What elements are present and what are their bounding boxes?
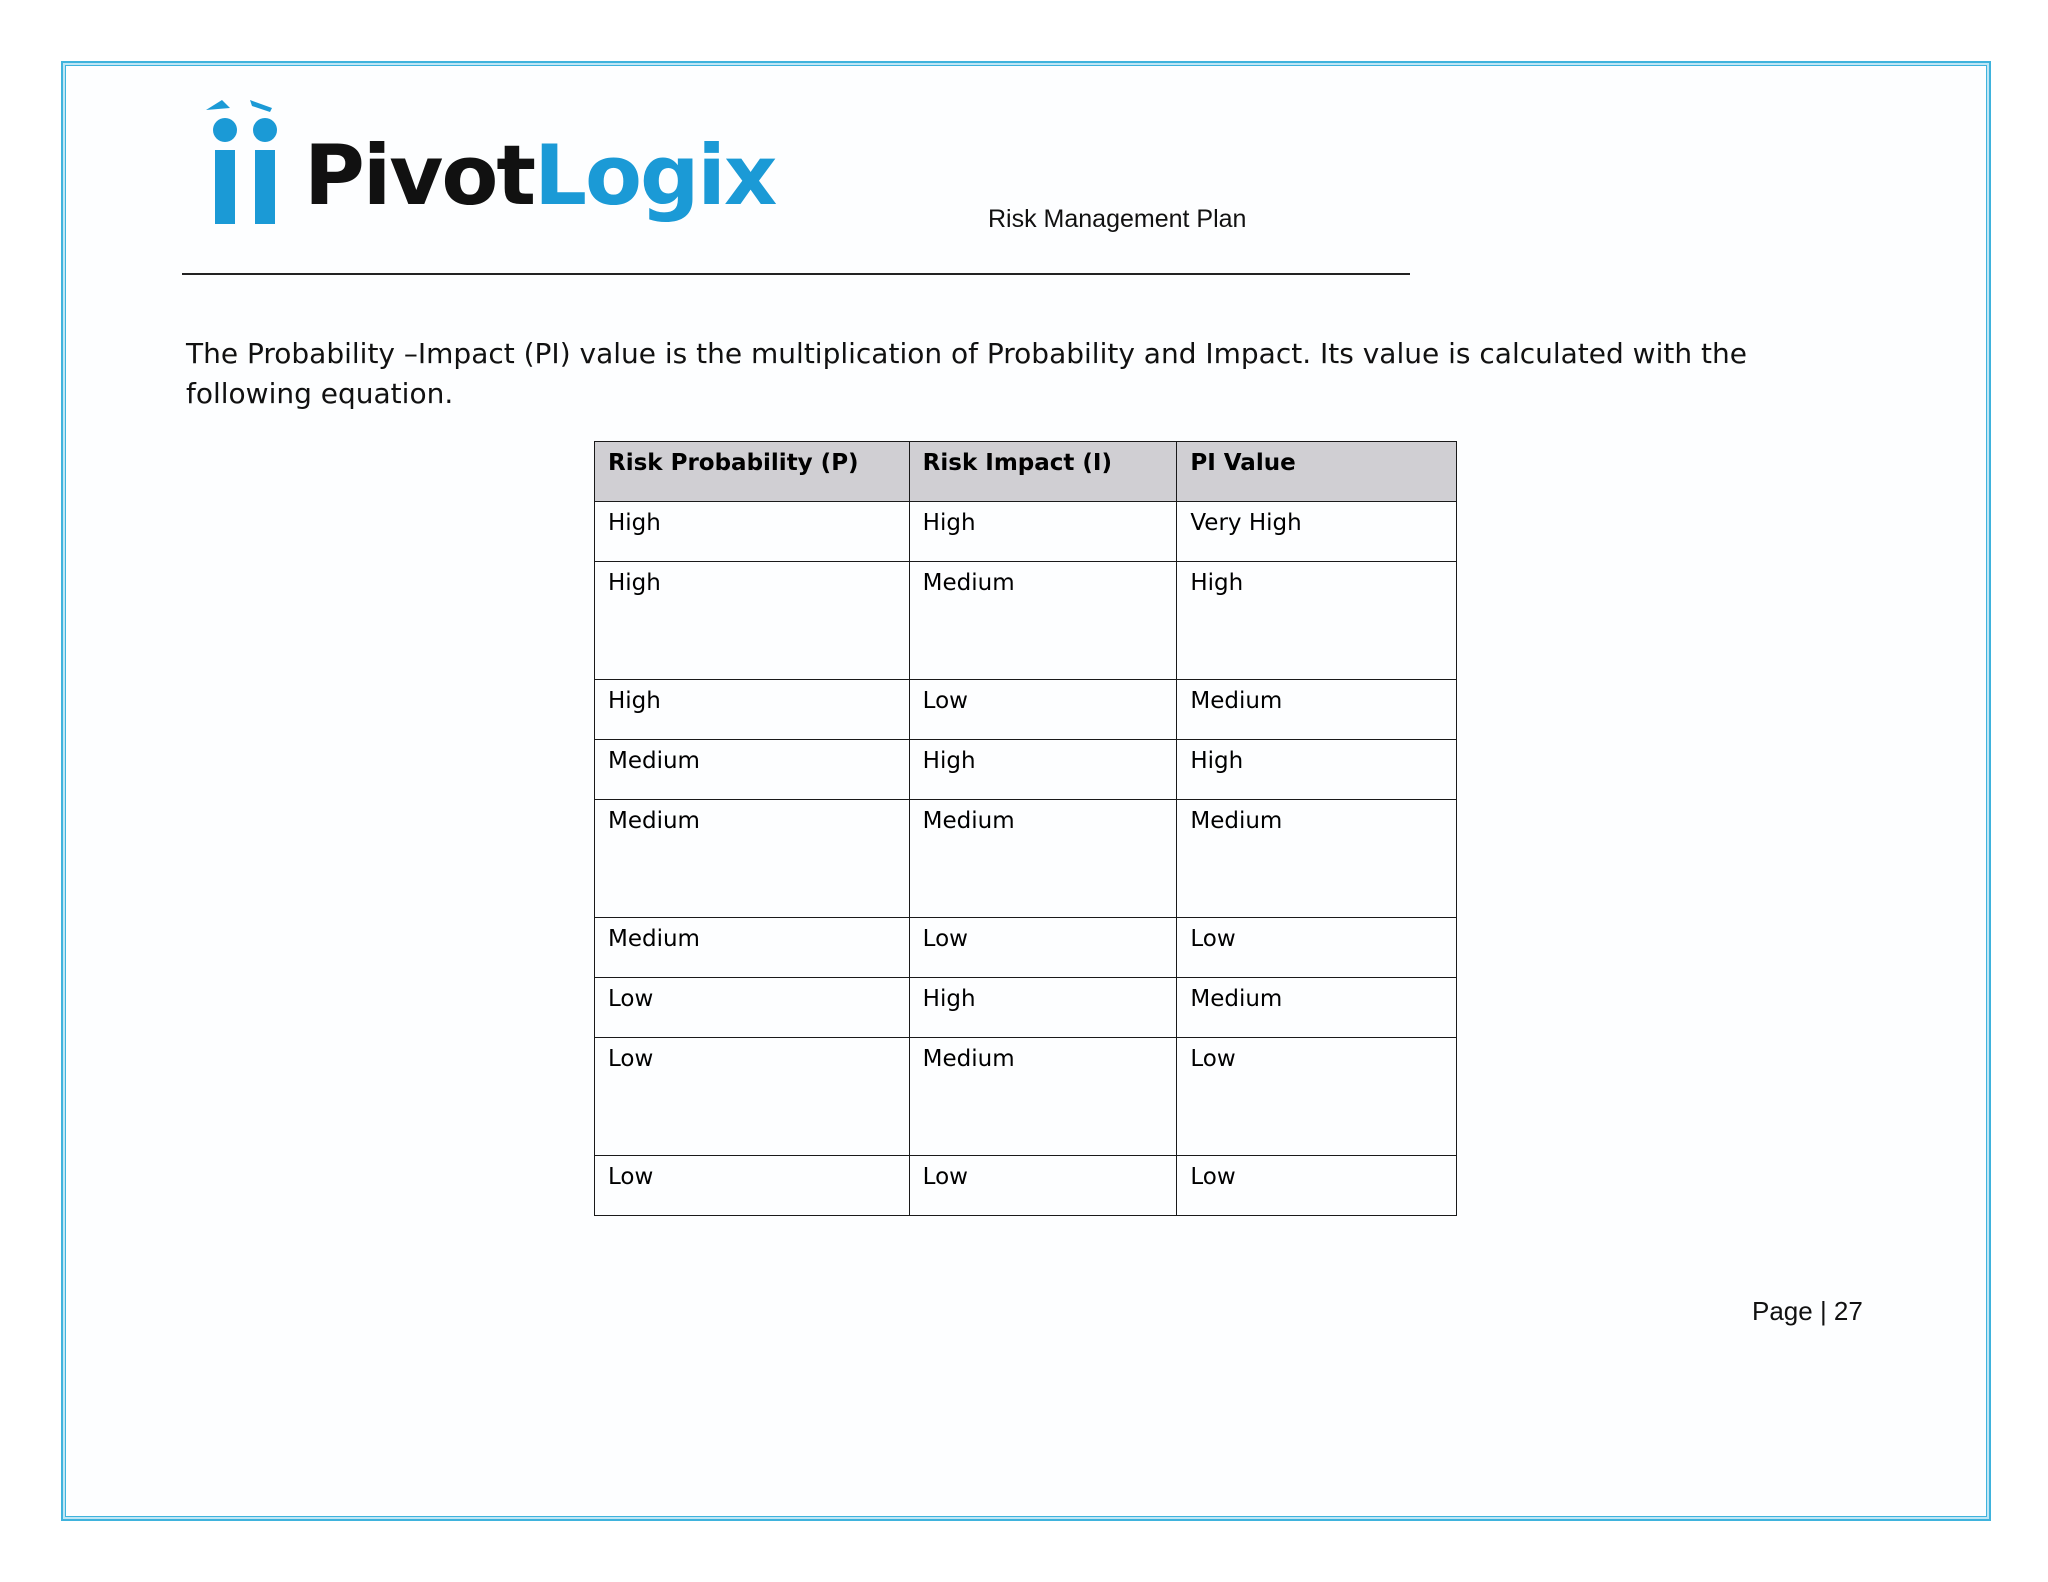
pi-value-table <box>594 441 1457 1216</box>
pivotlogix-logo <box>200 92 776 242</box>
intro-paragraph: The Probability –Impact (PI) value is the multiplication of Probability and Impact. Its value is calculated with the following equation. <box>186 337 1747 410</box>
table-row <box>595 918 1457 978</box>
table-cell: Low <box>909 918 1177 978</box>
table-cell: Low <box>595 978 910 1038</box>
table-cell: Medium <box>1177 680 1457 740</box>
table-row <box>595 800 1457 918</box>
table-cell: Medium <box>1177 800 1457 918</box>
logo-text-logix: Logix <box>534 127 776 224</box>
table-cell: Medium <box>595 918 910 978</box>
table-cell: Low <box>909 680 1177 740</box>
pivotlogix-logo-icon <box>200 92 300 242</box>
table-cell: High <box>909 740 1177 800</box>
table-cell: High <box>595 562 910 680</box>
table-cell: Medium <box>909 1038 1177 1156</box>
table-cell: Medium <box>909 562 1177 680</box>
logo-wordmark <box>304 127 776 224</box>
column-header-impact: Risk Impact (I) <box>909 442 1177 502</box>
table-row <box>595 562 1457 680</box>
column-header-probability: Risk Probability (P) <box>595 442 910 502</box>
table-cell: High <box>595 680 910 740</box>
table-cell: High <box>1177 740 1457 800</box>
table-cell: Medium <box>595 740 910 800</box>
table-cell: Very High <box>1177 502 1457 562</box>
table-cell: High <box>595 502 910 562</box>
table-cell: Low <box>1177 918 1457 978</box>
table-cell: Low <box>909 1156 1177 1216</box>
table-cell: Low <box>595 1038 910 1156</box>
logo-text-pivot: Pivot <box>304 127 535 224</box>
table-cell: High <box>909 978 1177 1038</box>
table-cell: Medium <box>595 800 910 918</box>
table-cell: Medium <box>1177 978 1457 1038</box>
table-cell: High <box>1177 562 1457 680</box>
table-row <box>595 740 1457 800</box>
table-row <box>595 680 1457 740</box>
table-row <box>595 978 1457 1038</box>
table-cell: Low <box>1177 1038 1457 1156</box>
table-row <box>595 1038 1457 1156</box>
table-cell: Low <box>1177 1156 1457 1216</box>
header-divider <box>182 273 1410 275</box>
page-number: Page | 27 <box>1752 1296 1863 1326</box>
table-header-row <box>595 442 1457 502</box>
table-cell: High <box>909 502 1177 562</box>
document-header-title: Risk Management Plan <box>988 205 1247 233</box>
table-cell: Low <box>595 1156 910 1216</box>
column-header-pi-value: PI Value <box>1177 442 1457 502</box>
table-row <box>595 1156 1457 1216</box>
table-cell: Medium <box>909 800 1177 918</box>
table-row <box>595 502 1457 562</box>
